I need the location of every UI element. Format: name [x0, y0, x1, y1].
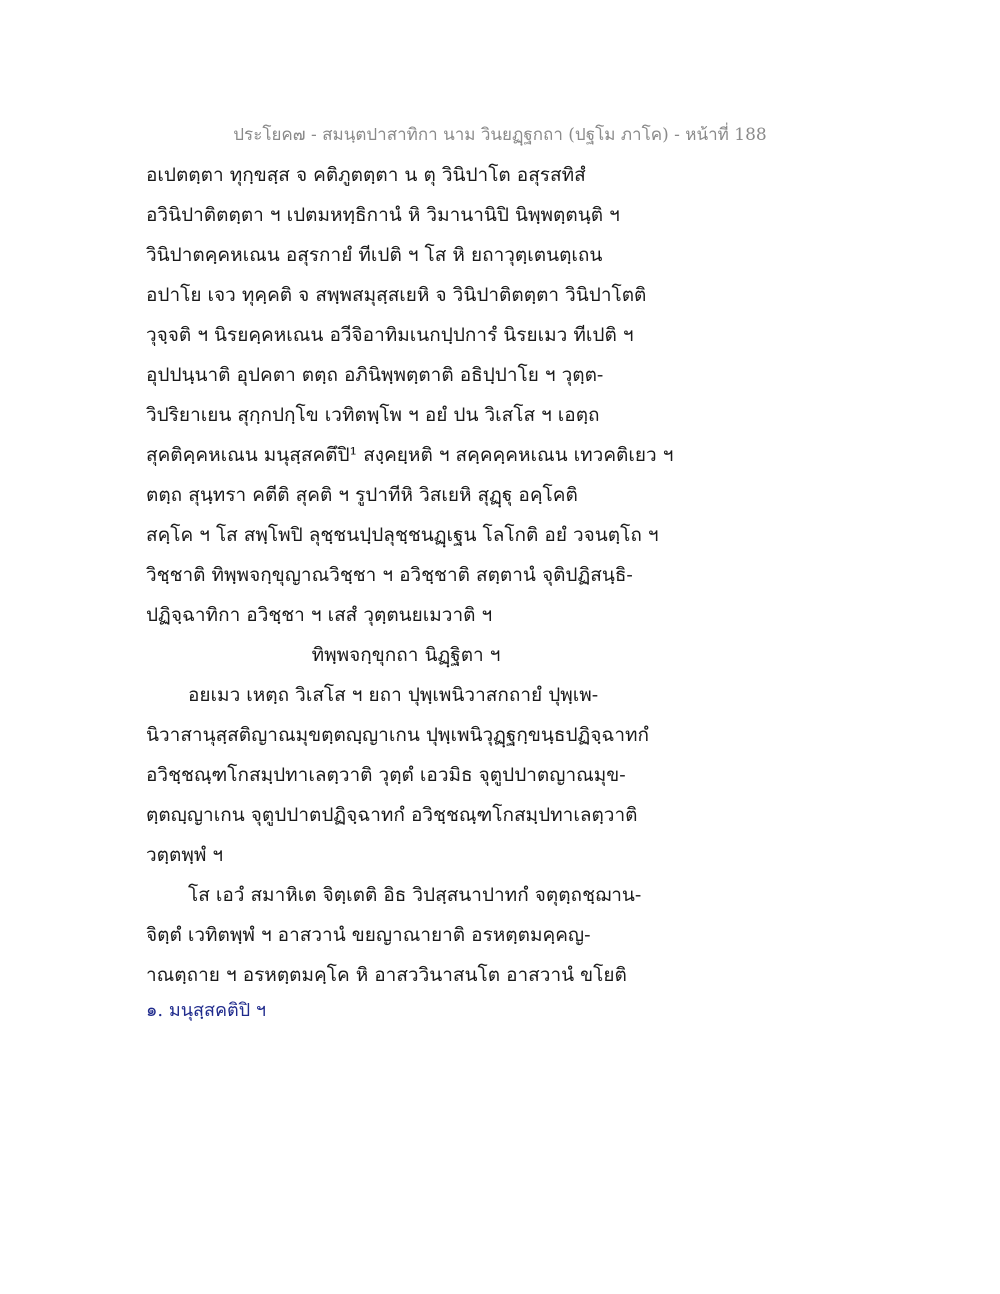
section-title: ทิพฺพจกฺขุกถา นิฏฺฐิตา ฯ	[311, 644, 501, 666]
text-line: สคฺโค ฯ โส สพฺโพปิ ลุชฺชนปฺปลุชฺชนฏฺเฐน โลโกติ อยํ วจนตฺโถ ฯ	[146, 524, 659, 546]
text-line: อุปปนฺนาติ อุปคตา ตตฺถ อภินิพฺพตฺตาติ อธิปฺปาโย ฯ วุตฺต-	[146, 364, 604, 386]
text-line: อเปตตฺตา ทุกฺขสฺส จ คติภูตตฺตา น ตุ วินิปาโต อสุรสทิสํ	[146, 164, 586, 186]
text-line: วตฺตพฺพํ ฯ	[146, 844, 224, 866]
text-line: นิวาสานุสฺสติญาณมุขตฺตญฺญาเกน ปุพฺเพนิวุฏฺฐกฺขนฺธปฏิจฺฉาทกํ	[146, 724, 650, 746]
running-header-text: ประโยค๗ - สมนฺตปาสาทิกา นาม วินยฏฺฐกถา (ปฐโม ภาโค) - หน้าที่ 188	[233, 125, 767, 145]
body-text	[146, 155, 706, 1027]
paragraph-first-line: อยเมว เหตฺถ วิเสโส ฯ ยถา ปุพฺเพนิวาสกถายํ ปุพฺเพ-	[188, 684, 599, 706]
text-line: ตตฺถ สุนฺทรา คตีติ สุคติ ฯ รูปาทีหิ วิสเยหิ สุฏฺฐุ อคฺโคติ	[146, 484, 578, 506]
text-line: าณตฺถาย ฯ อรหตฺตมคฺโค หิ อาสววินาสนโต อาสวานํ ขโยติ	[146, 964, 627, 986]
text-line: ตฺตญฺญาเกน จุตูปปาตปฏิจฺฉาทกํ อวิชฺชณฺฑโกสมฺปทาเลตฺวาติ	[146, 804, 638, 826]
text-line: อวินิปาติตตฺตา ฯ เปตมหทฺธิกานํ หิ วิมานานิปิ นิพฺพตฺตนฺติ ฯ	[146, 204, 620, 226]
text-line: อวิชฺชณฺฑโกสมฺปทาเลตฺวาติ วุตฺตํ เอวมิธ จุตูปปาตญาณมุข-	[146, 764, 626, 786]
text-line: วุจฺจติ ฯ นิรยคฺคหเณน อวีจิอาทิมเนกปฺปการํ นิรยเมว ทีเปติ ฯ	[146, 324, 634, 346]
text-line: สุคติคฺคหเณน มนุสฺสคตึปิ¹ สงฺคยฺหติ ฯ สคฺคคฺคหเณน เทวคติเยว ฯ	[146, 444, 674, 466]
text-line: ปฏิจฺฉาทิกา อวิชฺชา ฯ เสสํ วุตฺตนยเมวาติ ฯ	[146, 604, 493, 626]
text-line: จิตฺตํ เวทิตพฺพํ ฯ อาสวานํ ขยญาณายาติ อรหตฺตมคฺคญ-	[146, 924, 591, 946]
text-line: วิปริยาเยน สุกฺกปกฺโข เวทิตพฺโพ ฯ อยํ ปน วิเสโส ฯ เอตฺถ	[146, 404, 600, 426]
footnote: ๑. มนุสฺสคติปิ ฯ	[146, 1000, 266, 1021]
text-line: วิชฺชาติ ทิพฺพจกฺขุญาณวิชฺชา ฯ อวิชฺชาติ สตฺตานํ จุติปฏิสนฺธิ-	[146, 564, 633, 586]
paragraph-first-line: โส เอวํ สมาหิเต จิตฺเตติ อิธ วิปสฺสนาปาทกํ จตุตฺถชฺฌาน-	[188, 884, 642, 906]
text-line: วินิปาตคฺคหเณน อสุรกายํ ทีเปติ ฯ โส หิ ยถาวุตฺเตนตฺเถน	[146, 244, 603, 266]
text-line: อปาโย เจว ทุคฺคติ จ สพฺพสมุสฺสเยหิ จ วินิปาติตตฺตา วินิปาโตติ	[146, 284, 647, 306]
running-header	[0, 121, 1000, 148]
